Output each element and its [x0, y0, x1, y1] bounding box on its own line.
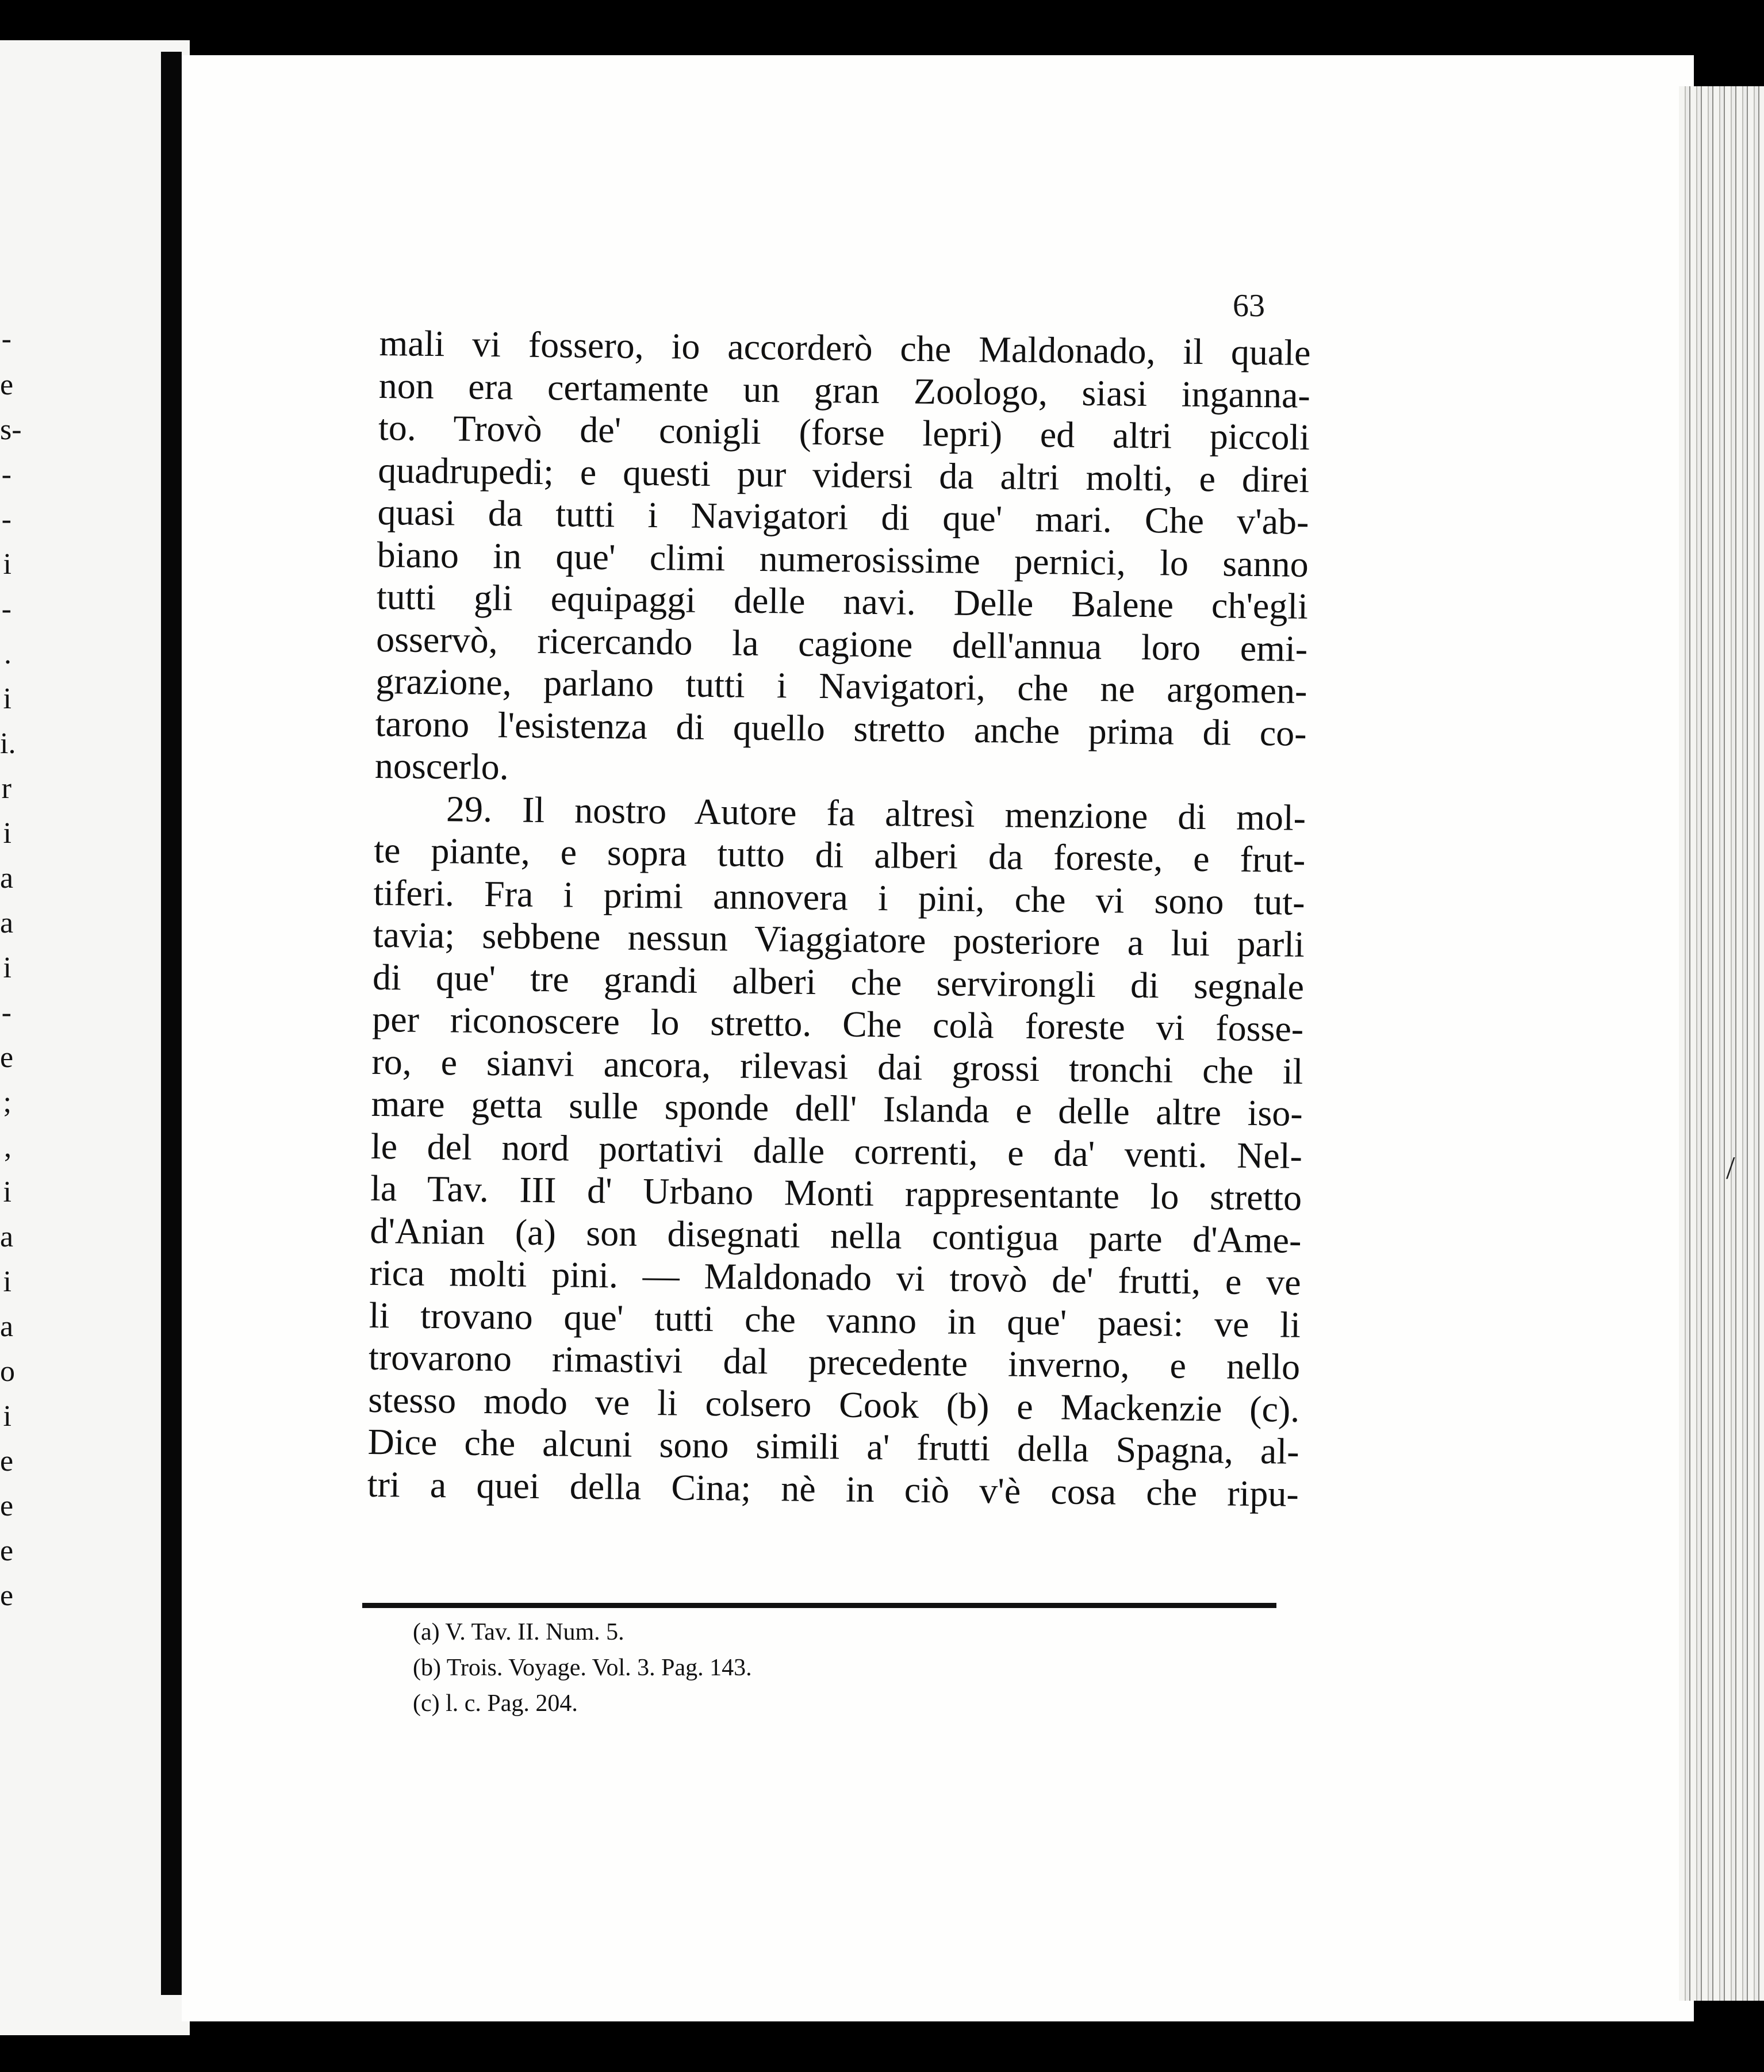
- text-line: noscerlo.: [374, 745, 509, 788]
- text-line: te piante, e sopra tutto di alberi da foreste, e frut-: [374, 829, 1306, 880]
- left-margin-char: -: [1, 593, 11, 626]
- left-margin-char: e: [0, 1490, 14, 1522]
- text-line: stesso modo ve li colsero Cook (b) e Mackenzie (c).: [368, 1379, 1300, 1430]
- text-line: mare getta sulle sponde dell' Islanda e delle altre iso-: [371, 1083, 1303, 1134]
- left-margin-char: a: [0, 1310, 14, 1343]
- left-margin-char: o: [0, 1355, 15, 1388]
- text-line: grazione, parlano tutti i Navigatori, che ne argomen-: [375, 660, 1307, 711]
- text-line: tarono l'esistenza di quello stretto anche prima di co-: [375, 703, 1307, 754]
- left-margin-char: i: [3, 951, 11, 984]
- text-line: tiferi. Fra i primi annovera i pini, che vi sono tut-: [373, 872, 1305, 923]
- text-line: la Tav. III d' Urbano Monti rappresentante lo stretto: [370, 1167, 1302, 1218]
- left-margin-char: i: [3, 1400, 11, 1433]
- left-margin-char: e: [0, 369, 14, 401]
- left-margin-char: i: [3, 817, 11, 850]
- left-margin-char: ;: [3, 1086, 11, 1119]
- text-line: to. Trovò de' conigli (forse lepri) ed altri piccoli: [378, 406, 1310, 458]
- text-line: osservò, ricercando la cagione dell'annua loro emi-: [375, 618, 1308, 669]
- text-line: d'Anian (a) son disegnati nella contigua parte d'Ame-: [370, 1210, 1302, 1261]
- footnote: (a) V. Tav. II. Num. 5.: [413, 1619, 624, 1645]
- text-line: per riconoscere lo stretto. Che colà foreste vi fosse-: [371, 998, 1304, 1049]
- text-line: biano in que' climi numerosissime pernici, lo sanno: [377, 534, 1309, 585]
- left-margin-char: -: [1, 458, 11, 491]
- left-margin-char: e: [0, 1041, 14, 1074]
- left-margin-char: r: [1, 772, 11, 805]
- text-line: le del nord portativi dalle correnti, e da' venti. Nel-: [370, 1125, 1303, 1176]
- left-margin-char: i: [3, 1265, 11, 1298]
- body-text: [367, 322, 1310, 1515]
- paragraph-start-line: 29. Il nostro Autore fa altresì menzione di mol-: [446, 788, 1306, 838]
- left-margin-char: i.: [0, 727, 16, 760]
- text-line: tutti gli equipaggi delle navi. Delle Balene ch'egli: [376, 575, 1309, 627]
- left-margin-char: e: [0, 1579, 14, 1612]
- page-number: 63: [1233, 288, 1265, 324]
- left-margin-char: i: [3, 548, 11, 581]
- footnote: (c) l. c. Pag. 204.: [413, 1690, 578, 1717]
- text-line: tavia; sebbene nessun Viaggiatore posteriore a lui parli: [373, 914, 1305, 965]
- left-margin-char: .: [4, 638, 11, 670]
- left-margin-char: e: [0, 1534, 14, 1567]
- left-margin-char: -: [1, 996, 11, 1029]
- footnote-divider: [362, 1603, 1276, 1608]
- footnotes: [413, 1614, 752, 1721]
- text-line: tri a quei della Cina; nè in ciò v'è cosa che ripu-: [367, 1463, 1299, 1514]
- left-margin-char: ,: [4, 1131, 11, 1164]
- text-line: rica molti pini. — Maldonado vi trovò de' frutti, e ve: [369, 1252, 1301, 1303]
- footnote: (b) Trois. Voyage. Vol. 3. Pag. 143.: [413, 1655, 752, 1681]
- text-line: di que' tre grandi alberi che servirongli di segnale: [372, 956, 1305, 1007]
- text-line: quasi da tutti i Navigatori di que' mari. Che v'ab-: [377, 491, 1309, 542]
- book-gutter: [161, 52, 182, 1995]
- text-line: non era certamente un gran Zoologo, siasi inganna-: [378, 364, 1311, 416]
- text-line: ro, e sianvi ancora, rilevasi dai grossi tronchi che il: [371, 1041, 1303, 1092]
- left-margin-char: i: [3, 1176, 11, 1208]
- left-page-margin-characters: [0, 322, 86, 1759]
- left-margin-char: -: [1, 503, 11, 536]
- text-line: mali vi fossero, io accorderò che Maldonado, il quale: [379, 322, 1311, 373]
- left-margin-char: -: [1, 323, 11, 355]
- page-edge-mark: /: [1726, 1150, 1735, 1186]
- left-margin-char: i: [3, 682, 11, 715]
- page-stack-edge: [1679, 86, 1764, 2001]
- text-line: trovarono rimastivi dal precedente inverno, e nello: [368, 1336, 1301, 1387]
- left-margin-char: a: [0, 1221, 14, 1253]
- left-margin-char: s-: [0, 413, 22, 446]
- text-line: Dice che alcuni sono simili a' frutti della Spagna, al-: [367, 1421, 1299, 1472]
- left-margin-char: a: [0, 907, 14, 939]
- text-line: quadrupedi; e questi pur vidersi da altri molti, e direi: [377, 449, 1310, 500]
- left-margin-char: e: [0, 1445, 14, 1478]
- text-line: li trovano que' tutti che vanno in que' paesi: ve li: [369, 1294, 1301, 1345]
- left-margin-char: a: [0, 862, 14, 895]
